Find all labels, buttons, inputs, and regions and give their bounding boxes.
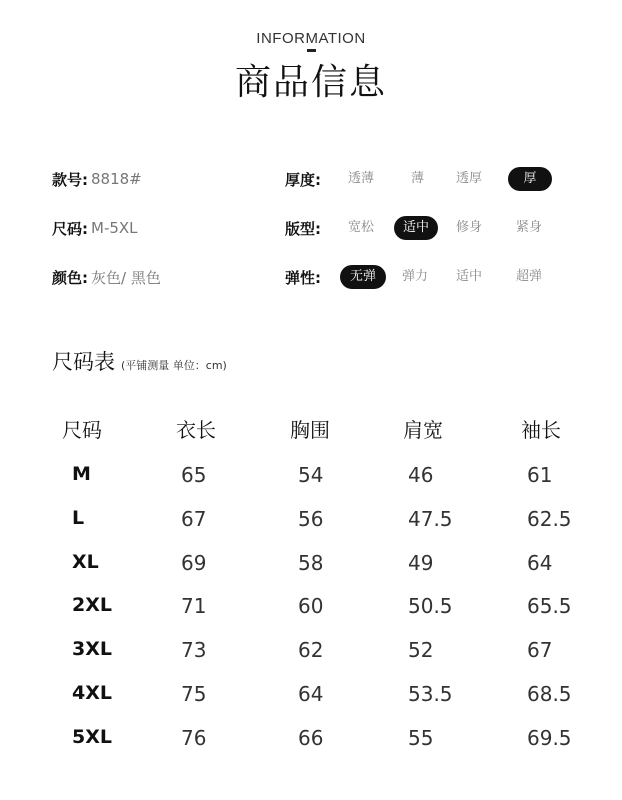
table-cell: 67: [181, 506, 207, 531]
page-header: [0, 30, 622, 105]
table-header-row: [0, 414, 622, 444]
table-cell: 69.5: [527, 725, 572, 750]
size-label-cell: 5XL: [72, 725, 112, 748]
table-cell: 53.5: [408, 682, 453, 706]
table-cell: 49: [408, 550, 434, 575]
page-title: 商品信息: [234, 62, 387, 103]
table-cell: 66: [298, 725, 324, 750]
size-label-cell: 3XL: [72, 638, 112, 661]
color-value: 灰色/ 黑色: [91, 268, 161, 287]
fit-option: 修身: [456, 220, 483, 235]
table-cell: 46: [408, 463, 434, 487]
table-cell: 73: [181, 638, 207, 663]
table-cell: 75: [181, 682, 207, 706]
table-cell: 58: [298, 550, 324, 575]
fit-option: 紧身: [516, 220, 543, 235]
thickness-label: 厚度:: [285, 170, 321, 189]
table-row: [0, 682, 622, 712]
table-cell: 64: [527, 550, 553, 575]
elasticity-option: 超弹: [516, 269, 543, 284]
table-header-cell: 尺码: [62, 418, 102, 442]
size-chart-heading: [52, 346, 227, 376]
size-range-label: 尺码:: [52, 219, 88, 238]
fit-label: 版型:: [285, 219, 321, 238]
table-cell: 64: [298, 682, 324, 706]
thickness-option-selected: 厚: [508, 167, 552, 191]
table-cell: 52: [408, 638, 434, 663]
elasticity-label: 弹性:: [285, 268, 321, 287]
table-cell: 62.5: [527, 506, 572, 531]
english-title: INFORMATION: [256, 30, 366, 47]
size-label-cell: 4XL: [72, 682, 112, 704]
table-cell: 65: [181, 463, 207, 487]
table-cell: 67: [527, 638, 553, 663]
elasticity-option: 适中: [456, 269, 483, 284]
table-cell: 55: [408, 725, 434, 750]
color-spec: [52, 264, 161, 290]
size-label-cell: M: [72, 463, 91, 485]
fit-option-selected: 适中: [394, 216, 438, 240]
title-divider: [307, 49, 316, 52]
style-number-label: 款号:: [52, 170, 88, 189]
thickness-spec: [285, 166, 321, 192]
size-chart-title: 尺码表: [52, 350, 115, 374]
fit-option: 宽松: [348, 220, 375, 235]
elasticity-option: 弹力: [402, 269, 429, 284]
size-label-cell: 2XL: [72, 594, 112, 617]
elasticity-spec: [285, 264, 321, 290]
table-cell: 54: [298, 463, 324, 487]
size-label-cell: L: [72, 506, 85, 529]
table-cell: 56: [298, 506, 324, 531]
table-cell: 68.5: [527, 682, 572, 706]
table-cell: 71: [181, 594, 207, 619]
table-row: [0, 463, 622, 493]
table-header-cell: 袖长: [521, 418, 561, 442]
elasticity-option-selected: 无弹: [340, 265, 386, 289]
spec-row-2: [52, 215, 592, 241]
spec-row-3: [52, 264, 592, 290]
table-cell: 76: [181, 725, 207, 750]
table-cell: 61: [527, 463, 553, 487]
table-header-cell: 肩宽: [403, 418, 443, 442]
table-cell: 62: [298, 638, 324, 663]
table-header-cell: 衣长: [176, 418, 216, 442]
style-number-value: 8818#: [91, 170, 142, 188]
table-cell: 69: [181, 550, 207, 575]
size-range: [52, 215, 138, 241]
size-chart-note: (平铺测量 单位：cm): [121, 359, 227, 372]
table-header-cell: 胸围: [290, 418, 330, 442]
thickness-option: 薄: [411, 171, 425, 186]
table-row: [0, 594, 622, 624]
table-cell: 65.5: [527, 594, 572, 619]
color-label: 颜色:: [52, 268, 88, 287]
table-row: [0, 638, 622, 668]
table-row: [0, 507, 622, 537]
thickness-option: 透厚: [456, 171, 483, 186]
size-range-value: M-5XL: [91, 219, 138, 237]
table-row: [0, 726, 622, 756]
size-label-cell: XL: [72, 550, 99, 573]
style-number: [52, 166, 142, 192]
table-cell: 50.5: [408, 594, 453, 619]
table-cell: 47.5: [408, 506, 453, 531]
spec-row-1: [52, 166, 592, 192]
fit-spec: [285, 215, 321, 241]
thickness-option: 透薄: [348, 171, 375, 186]
table-row: [0, 551, 622, 581]
table-cell: 60: [298, 594, 324, 619]
